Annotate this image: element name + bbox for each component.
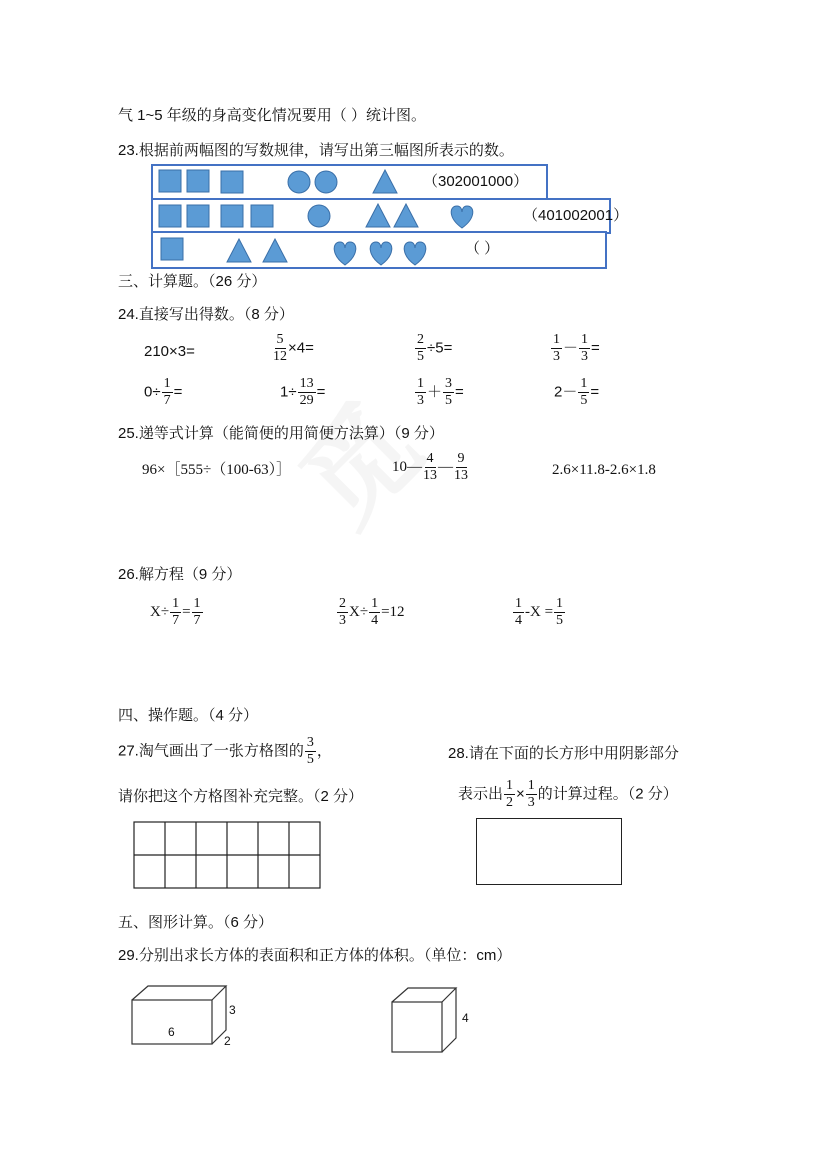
q25-e3: 2.6×11.8-2.6×1.8 bbox=[552, 462, 656, 478]
q23-row-3-answer: （ ） bbox=[465, 240, 500, 257]
q26-e2: $\frac{2}{3}$ X÷ $\frac{1}{4}$ =12 bbox=[339, 596, 405, 628]
cuboid-figure bbox=[130, 984, 230, 1050]
square-shape bbox=[221, 171, 243, 193]
triangle-shape bbox=[373, 170, 397, 193]
triangle-shape bbox=[394, 204, 418, 227]
q25-title: 25.递等式计算（能简便的用简便方法算）（9 分） bbox=[118, 425, 444, 442]
triangle-shape bbox=[366, 204, 390, 227]
q27-line1: 27.淘气画出了一张方格图的 $\frac{3}{5}$ ， bbox=[118, 735, 332, 767]
q23-row-2 bbox=[151, 198, 629, 234]
q26-e1: X÷ $\frac{1}{7}$ = $\frac{1}{7}$ bbox=[150, 596, 201, 628]
q27-line2: 请你把这个方格图补充完整。（2 分） bbox=[118, 788, 364, 805]
cuboid-length-label: 6 bbox=[168, 1025, 175, 1039]
square-shape bbox=[159, 205, 181, 227]
heart-shape bbox=[451, 206, 473, 228]
q26-title: 26.解方程（9 分） bbox=[118, 566, 242, 583]
square-shape bbox=[221, 205, 243, 227]
q23-row-1 bbox=[151, 164, 548, 201]
square-shape bbox=[251, 205, 273, 227]
q24-title: 24.直接写出得数。（8 分） bbox=[118, 306, 294, 323]
q28-rectangle[interactable] bbox=[476, 818, 622, 885]
cuboid-height-label: 3 bbox=[229, 1003, 236, 1017]
q24-a3: $\frac{2}{5}$ ÷5= bbox=[417, 332, 453, 364]
square-shape bbox=[187, 205, 209, 227]
q23-row-2-answer: （401002001） bbox=[523, 207, 629, 224]
q24-a1: 210×3= bbox=[144, 343, 195, 360]
q25-e2: 10— $\frac{4}{13}$ — $\frac{9}{13}$ bbox=[392, 451, 468, 483]
square-shape bbox=[187, 170, 209, 192]
square-shape bbox=[161, 238, 183, 260]
cuboid-width-label: 2 bbox=[224, 1034, 231, 1048]
heart-shape bbox=[334, 242, 356, 265]
q24-b2: 1÷ $\frac{13}{29}$ = bbox=[280, 376, 326, 408]
q27-grid bbox=[133, 821, 321, 889]
circle-shape bbox=[308, 205, 330, 227]
q28-line1: 28.请在下面的长方形中用阴影部分 bbox=[448, 745, 679, 762]
section-5-heading: 五、图形计算。（6 分） bbox=[118, 914, 274, 931]
q24-a2: $\frac{5}{12}$ ×4= bbox=[273, 332, 314, 364]
q29-title: 29.分别出求长方体的表面积和正方体的体积。（单位：cm） bbox=[118, 947, 512, 964]
triangle-shape bbox=[227, 239, 251, 262]
q23-row-3 bbox=[151, 231, 607, 269]
q26-e3: $\frac{1}{4}$ -X = $\frac{1}{5}$ bbox=[515, 596, 564, 628]
heart-shape bbox=[404, 242, 426, 265]
q23-row-1-answer: （302001000） bbox=[423, 173, 529, 190]
q24-b1: 0÷ $\frac{1}{7}$ = bbox=[144, 376, 183, 408]
q24-a4: $\frac{1}{3}$ － $\frac{1}{3}$ = bbox=[553, 332, 600, 364]
q23-row-3-shapes bbox=[153, 233, 605, 267]
q24-b4: 2－ $\frac{1}{5}$ = bbox=[554, 376, 600, 408]
triangle-shape bbox=[263, 239, 287, 262]
q22-tail-text: 气 1~5 年级的身高变化情况要用（ ）统计图。 bbox=[118, 107, 426, 124]
circle-shape bbox=[315, 171, 337, 193]
q24-b3: $\frac{1}{3}$ ＋ $\frac{3}{5}$ = bbox=[417, 376, 464, 408]
cube-edge-label: 4 bbox=[462, 1011, 469, 1025]
cube-figure bbox=[390, 986, 460, 1054]
section-4-heading: 四、操作题。（4 分） bbox=[118, 707, 259, 724]
q28-line2: 表示出 $\frac{1}{2}$ × $\frac{1}{3}$ 的计算过程。（2 分） bbox=[458, 778, 678, 810]
circle-shape bbox=[288, 171, 310, 193]
q23-title: 23.根据前两幅图的写数规律，请写出第三幅图所表示的数。 bbox=[118, 142, 514, 159]
heart-shape bbox=[370, 242, 392, 265]
q25-e1: 96×［555÷（100-63）］ bbox=[142, 462, 292, 478]
square-shape bbox=[159, 170, 181, 192]
section-3-heading: 三、计算题。（26 分） bbox=[118, 273, 267, 290]
